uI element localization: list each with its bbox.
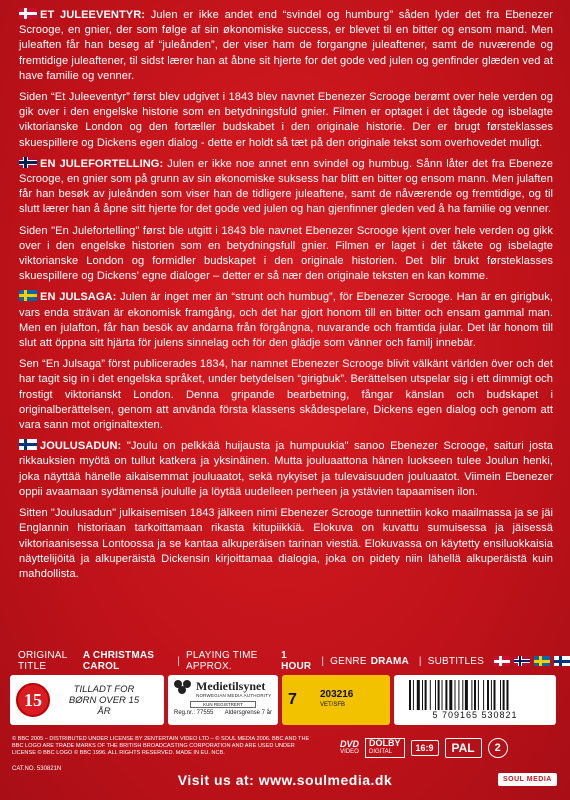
rating-strip [10, 675, 560, 727]
genre: DRAMA [370, 655, 409, 667]
separator: | [321, 655, 325, 667]
barcode-bar [409, 680, 411, 710]
website-link[interactable]: Visit us at: www.soulmedia.dk [177, 772, 393, 788]
pal-badge: PAL [445, 738, 482, 758]
barcode-bar [507, 680, 509, 710]
section-danish [19, 8, 553, 151]
swedish-flag-icon [19, 290, 37, 301]
barcode-number: 5 709165 530821 [432, 710, 518, 720]
medietilsynet-name: Medietilsynet [196, 679, 266, 693]
section-para-1 [19, 439, 553, 500]
barcode-bar [458, 680, 459, 710]
norwegian-flag-icon [514, 656, 530, 666]
section-heading: ET JULEEVENTYR: [40, 9, 146, 21]
barcode-bar [483, 680, 484, 710]
region-code-icon: 2 [488, 738, 508, 758]
original-title-label: ORIGINAL TITLE [18, 650, 68, 672]
danish-flag-icon [19, 8, 37, 19]
barcode-bar [503, 680, 505, 710]
section-heading: EN JULEFORTELLING: [40, 157, 164, 170]
section-heading: JOULUSADUN: [40, 440, 122, 453]
barcode-bar [487, 680, 489, 710]
medietilsynet-box [168, 675, 278, 725]
barcode-bar [449, 680, 452, 710]
section-para-2: Siden “Et Juleeventyr” først blev udgivet i 1843 blev navnet Ebenezer Scrooge berømt over hele verden og gik over i den engelske historie som en betydningsfuld gnier. Filmen er optaget i det tågede og isbelagte viktorianske London og den fortæller budskabet i den originale historie. Der er brugt førsteklasses skuespillere og Dickens egen dialog - dette er holdt så tæt på den originale tekst som overhovedet muligt. [19, 91, 553, 149]
medietilsynet-reg: KUN REGISTRERT [190, 701, 256, 708]
barcode-bar [442, 680, 443, 710]
barcode-bar [494, 680, 496, 710]
section-body: Julen är inget mer än “strunt och humbug”, för Ebenezer Scrooge. Han är en girigbuk, vars enda strävan är ekonomisk framgång, och det har gjort honom till en bitter och ensam gammal man. Men en julafton, får han besök av andarna från förgångna, nuvarande och framtida jular. Det lär honom till slut att öppna sitt hjärta för julens sinnelag och för den glädje som vänner och familj innebär. [19, 291, 554, 350]
barcode-bar [417, 680, 420, 710]
dolby-logo-sub: DIGITAL [369, 749, 392, 755]
info-bar [0, 650, 570, 672]
aspect-ratio-badge: 16:9 [411, 740, 439, 756]
swedish-code-sub: VET/SFB [320, 702, 346, 708]
swedish-code [320, 689, 353, 711]
separator: | [177, 655, 180, 667]
section-para-2: Siden "En Julefortelling" først ble utgitt i 1843 ble navnet Ebenezer Scrooge kjent over hele verden og gikk over i den engelske historien som en betydningsfull gnier. Filmen er laget i det tåkete og isbelagte viktorianske London og formidler budskapet i den originale historien. Det blir brukt førsteklasses skuespillere og Dickens' egne dialoger – detter er så nær den originale teksten en kan komme. [19, 224, 553, 283]
section-para-1 [19, 8, 553, 84]
subtitle-flags [494, 656, 570, 666]
barcode-bar [413, 680, 414, 710]
barcode [394, 675, 556, 725]
playing-time: 1 HOUR [281, 650, 312, 672]
barcode-bar [474, 680, 476, 710]
playing-time-label: PLAYING TIME APPROX. [185, 650, 258, 672]
barcode-bar [438, 680, 440, 710]
barcode-bar [435, 680, 436, 710]
dolby-logo-text: DOLBY [369, 738, 401, 748]
section-body: Julen er ikke noe annet enn svindel og humbug. Sånn låter det fra Ebeneze Scrooge, en gnier som på grunn av sin økonomiske suksess har blitt en bitter og ensom mann. Men julaften får han besøk av juleånden som viser han de tidligere juleaftene, samt de nåværende og fremtidige, og til slutt lærer han å åpne sitt hjerte for det gode ved julen og han gjenfinner gleden ved å ha familie og venner. [19, 157, 553, 216]
synopsis-content [19, 8, 553, 588]
barcode-bar [455, 680, 456, 710]
section-para-2: Sen “En Julsaga” först publicerades 1834, har namnet Ebenezer Scrooge blivit välkänt världen över och det har tagit sig in i det engelska språket, under betydelsen “girigbuk”. Berättelsen utspelar sig i ett dimmigt och frostigt viktorianskt London. Denna gripande bearbetning, fångar känslan och budskapet i originalberättelsen, genom att använda första klassens skådespelare, Dickens egen dialog och genom att vara sann mot originaltexten. [19, 358, 553, 432]
barcode-bar [500, 680, 501, 710]
original-title: A CHRISTMAS CAROL [82, 650, 155, 672]
swedish-code-number: 203216 [320, 689, 354, 700]
subtitles-label: SUBTITLES [427, 655, 484, 667]
swedish-age: 7 [288, 691, 297, 708]
section-finnish [19, 439, 553, 582]
danish-flag-icon [494, 656, 510, 666]
barcode-bar [422, 680, 423, 710]
barcode-bar [491, 680, 492, 710]
format-logos [340, 738, 508, 758]
finnish-flag-icon [19, 439, 37, 450]
medietilsynet-logo [174, 679, 272, 694]
medietilsynet-details [174, 710, 272, 716]
catalog-number: CAT.NO. 530821N [12, 766, 62, 772]
legal-text: © BBC 2005 – DISTRIBUTED UNDER LICENSE BY 2ENTERTAIN VIDEO LTD – © SOUL MEDIA 2006. BBC AND THE BBC LOGO ARE TRADE MARKS OF THE BRITISH BROADCASTING CORPORATION AND ARE USED UNDER LICENSE © BBC LOGO © BBC 1996. ALL RIGHTS RESERVED. MADE IN EU. NCB. [12, 736, 310, 757]
section-body: "Joulu on pelkkää huijausta ja humpuukia" sanoo Ebenezer Scrooge, saituri josta rikkauksien myötä on tullut katkera ja yksinäinen. Mutta jouluaattona hänen luokseen tulee Joulun henki, joka näyttää hänelle aikaisemmat jouluaatot, sekä nykyiset ja tulevaisuuden jouluaatot. Viimein Ebenezer oppii avaamaan sydämensä joululle ja löytää uudelleen perheen ja ystävien tapaamisen ilon. [19, 440, 553, 498]
section-body: Julen er ikke andet end “svindel og humburg” såden lyder det fra Ebenezer Scrooge, en gnier, der som følge af sin økonomiske success, er blevet til en bitter og ensom mand. Men juleaften får han besøg af “juleånden”, der viser ham de forgangne juleaftener, samt de nuværende og fremtidige juleaftener, til sidst lærer han at åbne sit hjerte for det gode ved julen og genfinder glæden ved at have familie og venner. [19, 9, 553, 82]
section-heading: EN JULSAGA: [40, 291, 117, 304]
swedish-flag-icon [534, 656, 550, 666]
medietilsynet-age-limit: Aldersgrense 7 år [224, 710, 272, 716]
barcode-bar [471, 680, 472, 710]
dolby-digital-logo [365, 738, 405, 758]
section-para-1 [19, 290, 553, 351]
norwegian-flag-icon [19, 157, 37, 168]
medietilsynet-reg-nr: Reg.nr.: 77555 [174, 710, 214, 716]
section-para-1 [19, 157, 553, 218]
section-para-2: Sitten "Joulusadun" julkaisemisen 1843 jälkeen nimi Ebenezer Scrooge tunnettiin koko maailmassa ja se jäi Englannin historiaan tarkoittamaan rikasta kitupiikkiä. Elokuva on kuvattu sumuisessa ja jäisessä viktoriaanisessa Lontoossa ja se kantaa alkuperäisen tarinan viestiä. Elokuvassa on käytetty ensiluokkaisia näyttelijöitä ja alkuperäistä Dickensin kirjoittamaa dialogia, joka on pidety niin lähellä alkuperäistä kuin mahdollista. [19, 507, 553, 580]
age-rating-text: TILLADT FOR BØRN OVER 15 ÅR [68, 683, 140, 717]
age-rating-badge: 15 [16, 683, 50, 717]
dvd-logo-text: DVD [340, 739, 360, 749]
barcode-icon [405, 680, 545, 710]
finnish-flag-icon [554, 656, 570, 666]
barcode-bar [430, 680, 431, 710]
barcode-bar [425, 680, 427, 710]
dvd-video-logo [340, 740, 359, 756]
barcode-bar [445, 680, 447, 710]
section-norwegian [19, 157, 553, 285]
danish-rating-box [10, 675, 164, 725]
soul-media-logo: SOUL MEDIA [498, 773, 557, 786]
swedish-rating-box [282, 675, 390, 725]
medietilsynet-mark-icon [174, 680, 192, 694]
barcode-bar [478, 680, 479, 710]
separator: | [418, 655, 422, 667]
section-swedish [19, 290, 553, 433]
medietilsynet-sub: NORWEGIAN MEDIA AUTHORITY [196, 693, 272, 698]
barcode-bar [462, 680, 463, 710]
dvd-logo-sub: VIDEO [340, 749, 359, 755]
genre-label: GENRE [330, 655, 367, 667]
barcode-bar [465, 680, 468, 710]
